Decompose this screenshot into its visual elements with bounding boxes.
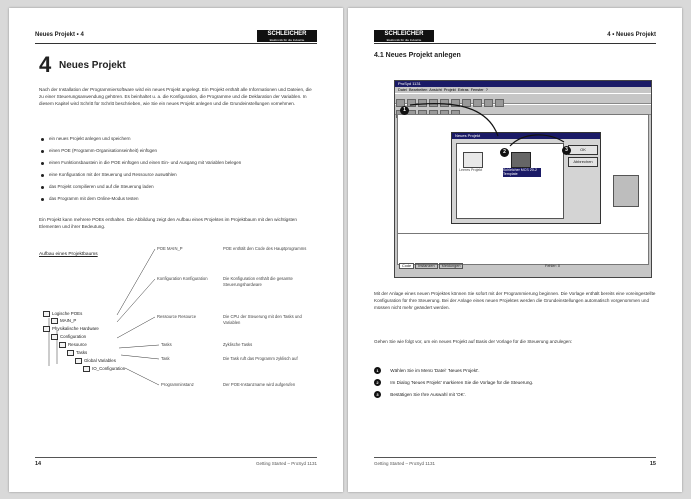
template-item[interactable]: Leeres Projekt (459, 168, 483, 172)
page-number: 14 (35, 461, 42, 467)
tree-node[interactable]: Physikalische Hardware (43, 326, 99, 332)
callout-desc: Die Konfiguration enthält die gesamte Steuerungshardware (223, 276, 293, 287)
step-marker-1: 1 (400, 98, 409, 116)
footer-title: Getting Started – ProSyd 1131 (374, 461, 435, 466)
right-paragraph-1: Mit der Anlage eines neuen Projektes können Sie sofort mit der Programmierung beginnen. Die Vorlage enthält bereits eine voreingestellte Konfiguration für Ihre Steuerung. Bei der Anlage eines neuen Projektes werden die Grundeinstellungen automatisch vorgenommen und müssen nicht mehr geändert werden. (374, 291, 656, 311)
callout-desc: Die Task ruft das Programm zyklisch auf (223, 356, 298, 361)
step-item: 3 Bestätigen Sie Ihre Auswahl mit 'OK'. (374, 390, 658, 402)
tab-messages[interactable]: Meldungen (439, 263, 464, 269)
ok-button[interactable]: OK (568, 145, 598, 155)
step-arrows (348, 8, 682, 492)
tree-title: Aufbau eines Projektbaums (39, 252, 98, 257)
tree-node[interactable]: Logische POEs (43, 311, 82, 317)
step-item: 1 Wählen Sie im Menü 'Datei' 'Neues Projekt'. (374, 366, 658, 378)
window-title: ProSyd 1131 (395, 81, 651, 87)
schleicher-logo: SCHLEICHER Elektronik für die Industrie (257, 30, 317, 42)
left-footer (35, 457, 317, 468)
page-number: 15 (649, 461, 656, 467)
tab-instances[interactable]: Instanzen (415, 263, 437, 269)
list-item: eine Konfiguration mit der Steuerung und Ressource auswählen (39, 172, 315, 184)
menu-item[interactable]: ? (485, 88, 488, 92)
status-bar-text: Fehler: 0 (545, 264, 560, 268)
list-item: das Programm mit dem Online-Modus testen (39, 196, 315, 208)
list-item: das Projekt compilieren und auf die Steuerung laden (39, 184, 315, 196)
menu-item[interactable]: Fenster (470, 88, 484, 92)
tree-node[interactable]: IO_Configuration (83, 366, 125, 372)
right-header-text: 4 • Neues Projekt (607, 32, 656, 38)
tree-node[interactable]: Configuration (51, 334, 86, 340)
tree-node[interactable]: Resource (59, 342, 87, 348)
tree-node[interactable]: MAIN_P (51, 318, 76, 324)
section-title: 4.1 Neues Projekt anlegen (374, 52, 461, 59)
callout-label: Programminstanz (161, 382, 194, 387)
callout-label: Ressource Resource (157, 314, 197, 319)
menu-item[interactable]: Ansicht (429, 88, 442, 92)
step-marker-2: 2 (500, 140, 509, 158)
callout-label: Task (161, 356, 170, 361)
step-list (374, 366, 658, 402)
intro-paragraph: Nach der Installation der Programmiersoftware wird ein neues Projekt angelegt. Ein Projekt enthält alle Informationen und Dateien, die zu einer Steuerungsanwendung gehören. Es beinhaltet u. a. die Konfiguration, die Programme und die Deklaration der Variablen. In diesem Kapitel wird Schritt für Schritt beschrieben, wie Sie ein neues Projekt anlegen und die Grundeinstellungen vornehmen. (39, 87, 312, 107)
left-page (9, 8, 343, 492)
left-header-text: Neues Projekt • 4 (35, 32, 84, 38)
schleicher-logo: SCHLEICHER Elektronik für die Industrie (374, 30, 434, 42)
right-page (348, 8, 682, 492)
right-footer (374, 457, 656, 468)
chapter-title: Neues Projekt (59, 60, 126, 71)
callout-label: Konfiguration Konfiguration (157, 276, 208, 281)
menu-item[interactable]: Bearbeiten (409, 88, 428, 92)
dialog-title: Neues Projekt (452, 133, 600, 139)
template-item-selected[interactable]: Schleicher MCS 20-2 Template (503, 168, 541, 177)
callout-label: POE MAIN_P (157, 246, 183, 251)
menu-item[interactable]: Extras (457, 88, 469, 92)
paragraph-2: Ein Projekt kann mehrere POEs enthalten. Die Abbildung zeigt den Aufbau eines Projektes im Projektbaum mit den wichtigsten Elementen und ihrer Bedeutung. (39, 217, 297, 230)
tab-code[interactable]: Code (399, 263, 414, 269)
callout-label: Tasks (161, 342, 172, 347)
menu-item[interactable]: Projekt (443, 88, 456, 92)
tree-node[interactable]: Global Variables (75, 358, 116, 364)
callout-desc: Der POE-Instanzname wird aufgerufen (223, 382, 296, 387)
step-marker-3: 3 (562, 138, 571, 156)
footer-title: Getting Started – ProSyd 1131 (256, 461, 317, 466)
callout-desc: Zyklische Tasks (223, 342, 253, 347)
callout-desc: Die CPU der Steuerung mit den Tasks und Variablen (223, 314, 302, 325)
callout-desc: POE enthält den Code des Hauptprogramms (223, 246, 307, 251)
menu-item[interactable]: Datei (398, 88, 407, 92)
tree-node[interactable]: Tasks (67, 350, 87, 356)
chapter-number: 4 (39, 52, 52, 77)
right-paragraph-2: Gehen Sie wie folgt vor, um ein neues Projekt auf Basis der Vorlage für die Steuerung anzulegen: (374, 339, 573, 344)
list-item: einen Funktionsbaustein in die POE einfügen und einen Ein- und Ausgang mit Variablen belegen (39, 160, 315, 172)
list-item: einen POE (Programm-Organisationseinheit) einfügen (39, 148, 315, 160)
list-item: ein neues Projekt anlegen und speichern (39, 136, 315, 148)
step-item: 2 Im Dialog 'Neues Projekt' markieren Sie die Vorlage für die Steuerung. (374, 378, 658, 390)
cancel-button[interactable]: Abbrechen (568, 157, 598, 167)
